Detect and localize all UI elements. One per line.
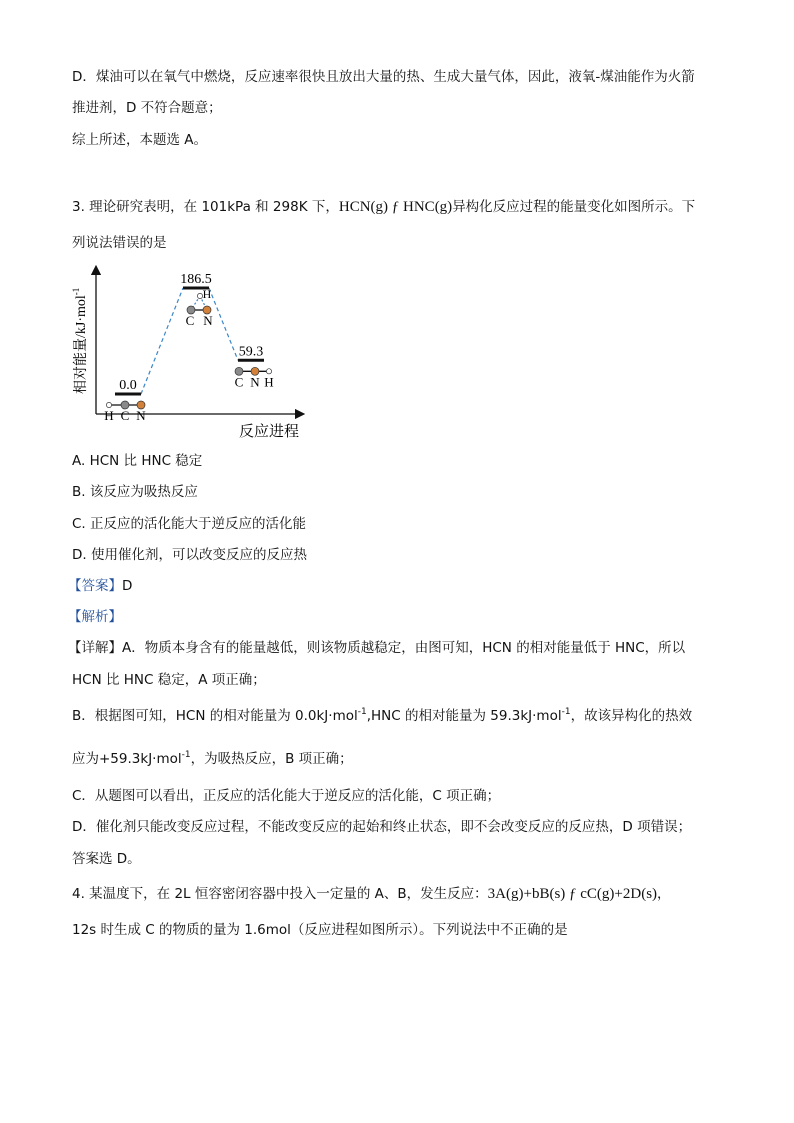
question-4-stem	[72, 884, 671, 904]
q3-equation: HCN(g) ƒ HNC(g)	[338, 199, 453, 215]
atom-H-2	[266, 369, 271, 374]
b-text-3: ，故该异构化的热效	[570, 708, 693, 724]
connector-line-0	[141, 288, 183, 394]
energy-value-label-2: 59.3	[238, 344, 264, 360]
b-sup-2: -1	[561, 707, 571, 717]
summary-line: 综上所述，本题选 A。	[72, 132, 208, 148]
atom-label-C-0: C	[120, 408, 130, 423]
b-text-1: B．根据图可知，HCN 的相对能量为 0.0kJ·mol	[72, 708, 358, 724]
atom-label-N-0: N	[136, 408, 146, 423]
atom-label-H-0: H	[104, 408, 114, 423]
atom-label-C-1: C	[185, 313, 195, 328]
energy-value-label-1: 186.5	[180, 272, 212, 287]
b-sup-1: -1	[357, 707, 367, 717]
d-option-line-2: 推进剂，D 不符合题意；	[72, 100, 222, 116]
final-answer: 答案选 D。	[72, 851, 141, 867]
energy-diagram	[66, 264, 316, 444]
y-axis-label	[71, 288, 89, 394]
b-text-2: ,HNC 的相对能量为 59.3kJ·mol	[366, 708, 562, 724]
option-d: D. 使用催化剂，可以改变反应的反应热	[72, 547, 307, 563]
detail-line-2: HCN 比 HNC 稳定，A 项正确；	[72, 672, 266, 688]
energy-value-label-0: 0.0	[119, 378, 137, 393]
atom-label-H-1: H	[202, 287, 212, 301]
y-axis-label-text: 相对能量/kJ·mol	[74, 295, 89, 394]
d-explanation: D．催化剂只能改变反应过程，不能改变反应的起始和终止状态，即不会改变反应的反应热，D 项错误；	[72, 819, 692, 835]
q3-text-b: 异构化反应过程的能量变化如图所示。下	[452, 199, 696, 215]
q4-equation: 3A(g)+bB(s) ƒ cC(g)+2D(s)	[487, 886, 658, 902]
levels-layer	[104, 272, 273, 423]
answer-value: D	[122, 578, 133, 594]
c-explanation: C．从题图可以看出，正反应的活化能大于逆反应的活化能，C 项正确；	[72, 788, 501, 804]
question-3-stem-2: 列说法错误的是	[72, 235, 167, 251]
atom-H-0	[106, 402, 111, 407]
answer-line	[68, 576, 132, 596]
q4-comma: ，	[657, 886, 671, 902]
question-4-stem-2: 12s 时生成 C 的物质的量为 1.6mol（反应进程如图所示）。下列说法中不正确的是	[72, 922, 568, 938]
option-c: C. 正反应的活化能大于逆反应的活化能	[72, 516, 307, 532]
connector-line-1	[209, 288, 238, 360]
detail-line-1	[68, 638, 685, 658]
answer-label: 【答案】	[68, 578, 122, 594]
atom-label-N-2: N	[250, 374, 260, 390]
analysis-label: 【解析】	[68, 609, 122, 625]
detail-text: A．物质本身含有的能量越低，则该物质越稳定，由图可知，HCN 的相对能量低于 HNC，所以	[122, 640, 686, 656]
b-text-5: ，为吸热反应，B 项正确；	[190, 751, 353, 767]
atom-label-H-2: H	[264, 374, 274, 390]
b-explanation-2	[72, 749, 353, 769]
question-3-stem	[72, 197, 695, 217]
d-option-line-1: D．煤油可以在氧气中燃烧，反应速率很快且放出大量的热、生成大量气体，因此，液氧-煤油能作为火箭	[72, 69, 695, 85]
atom-label-C-2: C	[234, 374, 244, 390]
b-sup-3: -1	[181, 750, 191, 760]
q3-text-a: 3. 理论研究表明，在 101kPa 和 298K 下，	[72, 199, 339, 215]
x-axis-label: 反应进程	[239, 424, 300, 440]
b-explanation-1	[72, 706, 692, 726]
atom-label-N-1: N	[203, 313, 213, 328]
option-a: A. HCN 比 HNC 稳定	[72, 453, 203, 469]
option-b: B. 该反应为吸热反应	[72, 484, 198, 500]
y-axis-label-sup: -1	[71, 287, 81, 296]
q4-text-a: 4. 某温度下，在 2L 恒容密闭容器中投入一定量的 A、B，发生反应：	[72, 886, 488, 902]
b-text-4: 应为+59.3kJ·mol	[72, 751, 182, 767]
detail-label: 【详解】	[68, 640, 122, 656]
